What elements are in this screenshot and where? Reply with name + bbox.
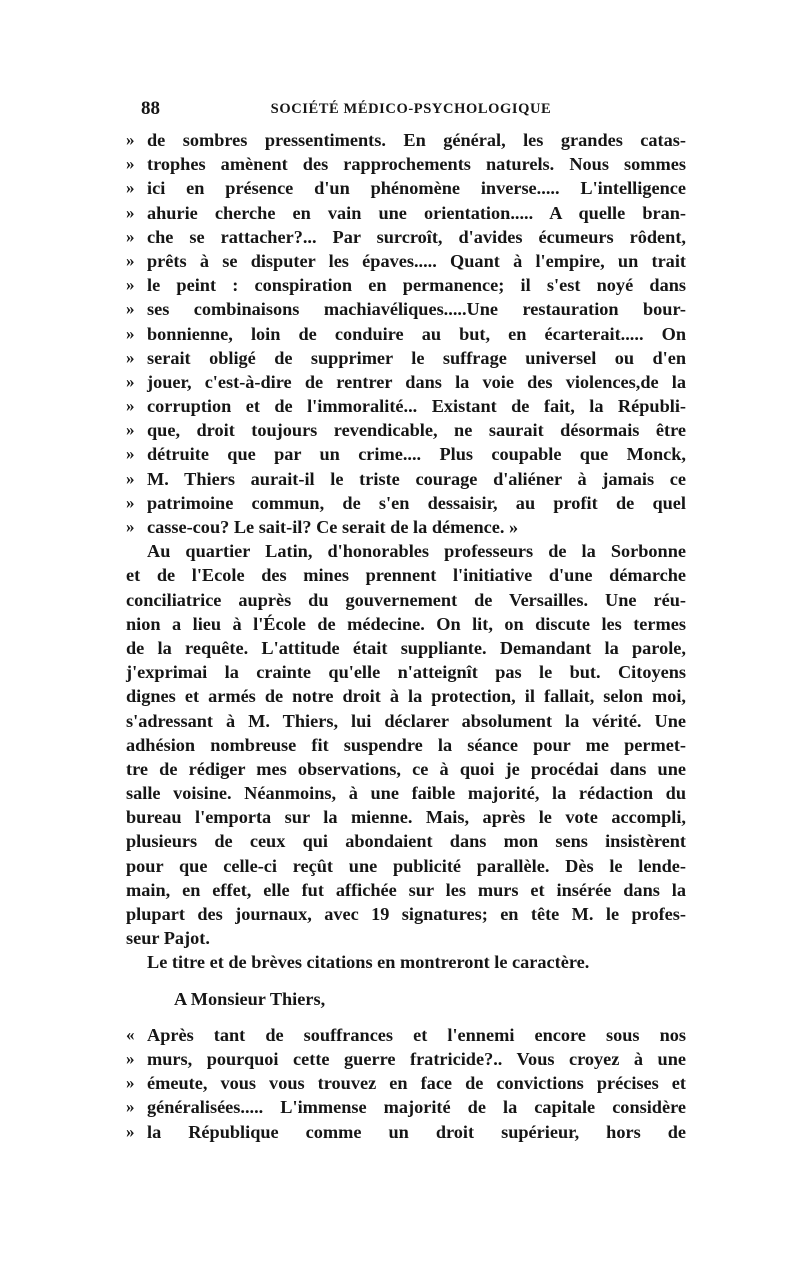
text-line: main, en effet, elle fut affichée sur les murs et insérée dans la bbox=[126, 879, 686, 900]
text-line: » le peint : conspiration en permanence; il s'est noyé dans bbox=[126, 273, 686, 297]
text-line: de la requête. L'attitude était suppliante. Demandant la parole, bbox=[126, 637, 686, 658]
text-line: A Monsieur Thiers, bbox=[174, 988, 326, 1009]
text-line: » prêts à se disputer les épaves..... Quant à l'empire, un trait bbox=[126, 249, 686, 273]
text-line: » patrimoine commun, de s'en dessaisir, au profit de quel bbox=[126, 491, 686, 515]
text-line: » de sombres pressentiments. En général, les grandes catas- bbox=[126, 128, 686, 152]
text-line: » la République comme un droit supérieur, hors de bbox=[126, 1120, 686, 1144]
text-line: Au quartier Latin, d'honorables professeurs de la Sorbonne bbox=[147, 541, 686, 562]
text-line: » ici en présence d'un phénomène inverse..... L'intelligence bbox=[126, 176, 686, 200]
text-line: pour que celle-ci reçût une publicité parallèle. Dès le lende- bbox=[126, 855, 686, 876]
text-line: et de l'Ecole des mines prennent l'initiative d'une démarche bbox=[126, 565, 686, 586]
text-line: » M. Thiers aurait-il le triste courage d'aliéner à jamais ce bbox=[126, 467, 686, 491]
text-line: plusieurs de ceux qui abondaient dans mon sens insistèrent bbox=[126, 831, 686, 852]
text-line: plupart des journaux, avec 19 signatures; en tête M. le profes- bbox=[126, 904, 686, 924]
text-line: » que, droit toujours revendicable, ne saurait désormais être bbox=[126, 418, 686, 442]
text-line: bureau l'emporta sur la mienne. Mais, après le vote accompli, bbox=[126, 807, 686, 828]
text-line: » ahurie cherche en vain une orientation..... A quelle bran- bbox=[126, 201, 686, 225]
text-line: tre de rédiger mes observations, ce à quoi je procédai dans une bbox=[126, 758, 686, 779]
running-head: SOCIÉTÉ MÉDICO-PSYCHOLOGIQUE bbox=[270, 101, 552, 117]
text-line: « Après tant de souffrances et l'ennemi encore sous nos bbox=[126, 1023, 686, 1047]
text-line: » che se rattacher?... Par surcroît, d'avides écumeurs rôdent, bbox=[126, 225, 686, 249]
text-line: dignes et armés de notre droit à la protection, il fallait, selon moi, bbox=[126, 686, 686, 707]
text-line: » serait obligé de supprimer le suffrage universel ou d'en bbox=[126, 346, 686, 370]
text-line: » bonnienne, loin de conduire au but, en écarterait..... On bbox=[126, 322, 686, 346]
text-line: » généralisées..... L'immense majorité de la capitale considère bbox=[126, 1095, 686, 1119]
text-line: » ses combinaisons machiavéliques.....Une restauration bour- bbox=[126, 297, 686, 321]
text-line: » détruite que par un crime.... Plus coupable que Monck, bbox=[126, 442, 686, 466]
text-line: salle voisine. Néanmoins, à une faible majorité, la rédaction du bbox=[126, 783, 686, 804]
text-line: seur Pajot. bbox=[126, 928, 210, 949]
text-line: » émeute, vous vous trouvez en face de convictions précises et bbox=[126, 1071, 686, 1095]
text-line: Le titre et de brèves citations en montreront le caractère. bbox=[147, 952, 590, 973]
text-line: » corruption et de l'immoralité... Existant de fait, la Républi- bbox=[126, 394, 686, 418]
text-line: nion a lieu à l'École de médecine. On lit, on discute les termes bbox=[126, 613, 686, 634]
page-header bbox=[141, 96, 681, 126]
text-line: » jouer, c'est-à-dire de rentrer dans la voie des violences,de la bbox=[126, 370, 686, 394]
text-line: » casse-cou? Le sait-il? Ce serait de la démence. » bbox=[126, 515, 686, 539]
page-number: 88 bbox=[141, 98, 160, 119]
text-line: » murs, pourquoi cette guerre fratricide?.. Vous croyez à une bbox=[126, 1047, 686, 1071]
text-line: conciliatrice auprès du gouvernement de Versailles. Une réu- bbox=[126, 589, 686, 610]
text-line: » trophes amènent des rapprochements naturels. Nous sommes bbox=[126, 152, 686, 176]
text-line: j'exprimai la crainte qu'elle n'atteignît pas le but. Citoyens bbox=[126, 662, 686, 683]
text-line: s'adressant à M. Thiers, lui déclarer absolument la vérité. Une bbox=[126, 710, 686, 731]
text-line: adhésion nombreuse fit suspendre la séance pour me permet- bbox=[126, 734, 686, 755]
body-text bbox=[126, 128, 686, 1144]
